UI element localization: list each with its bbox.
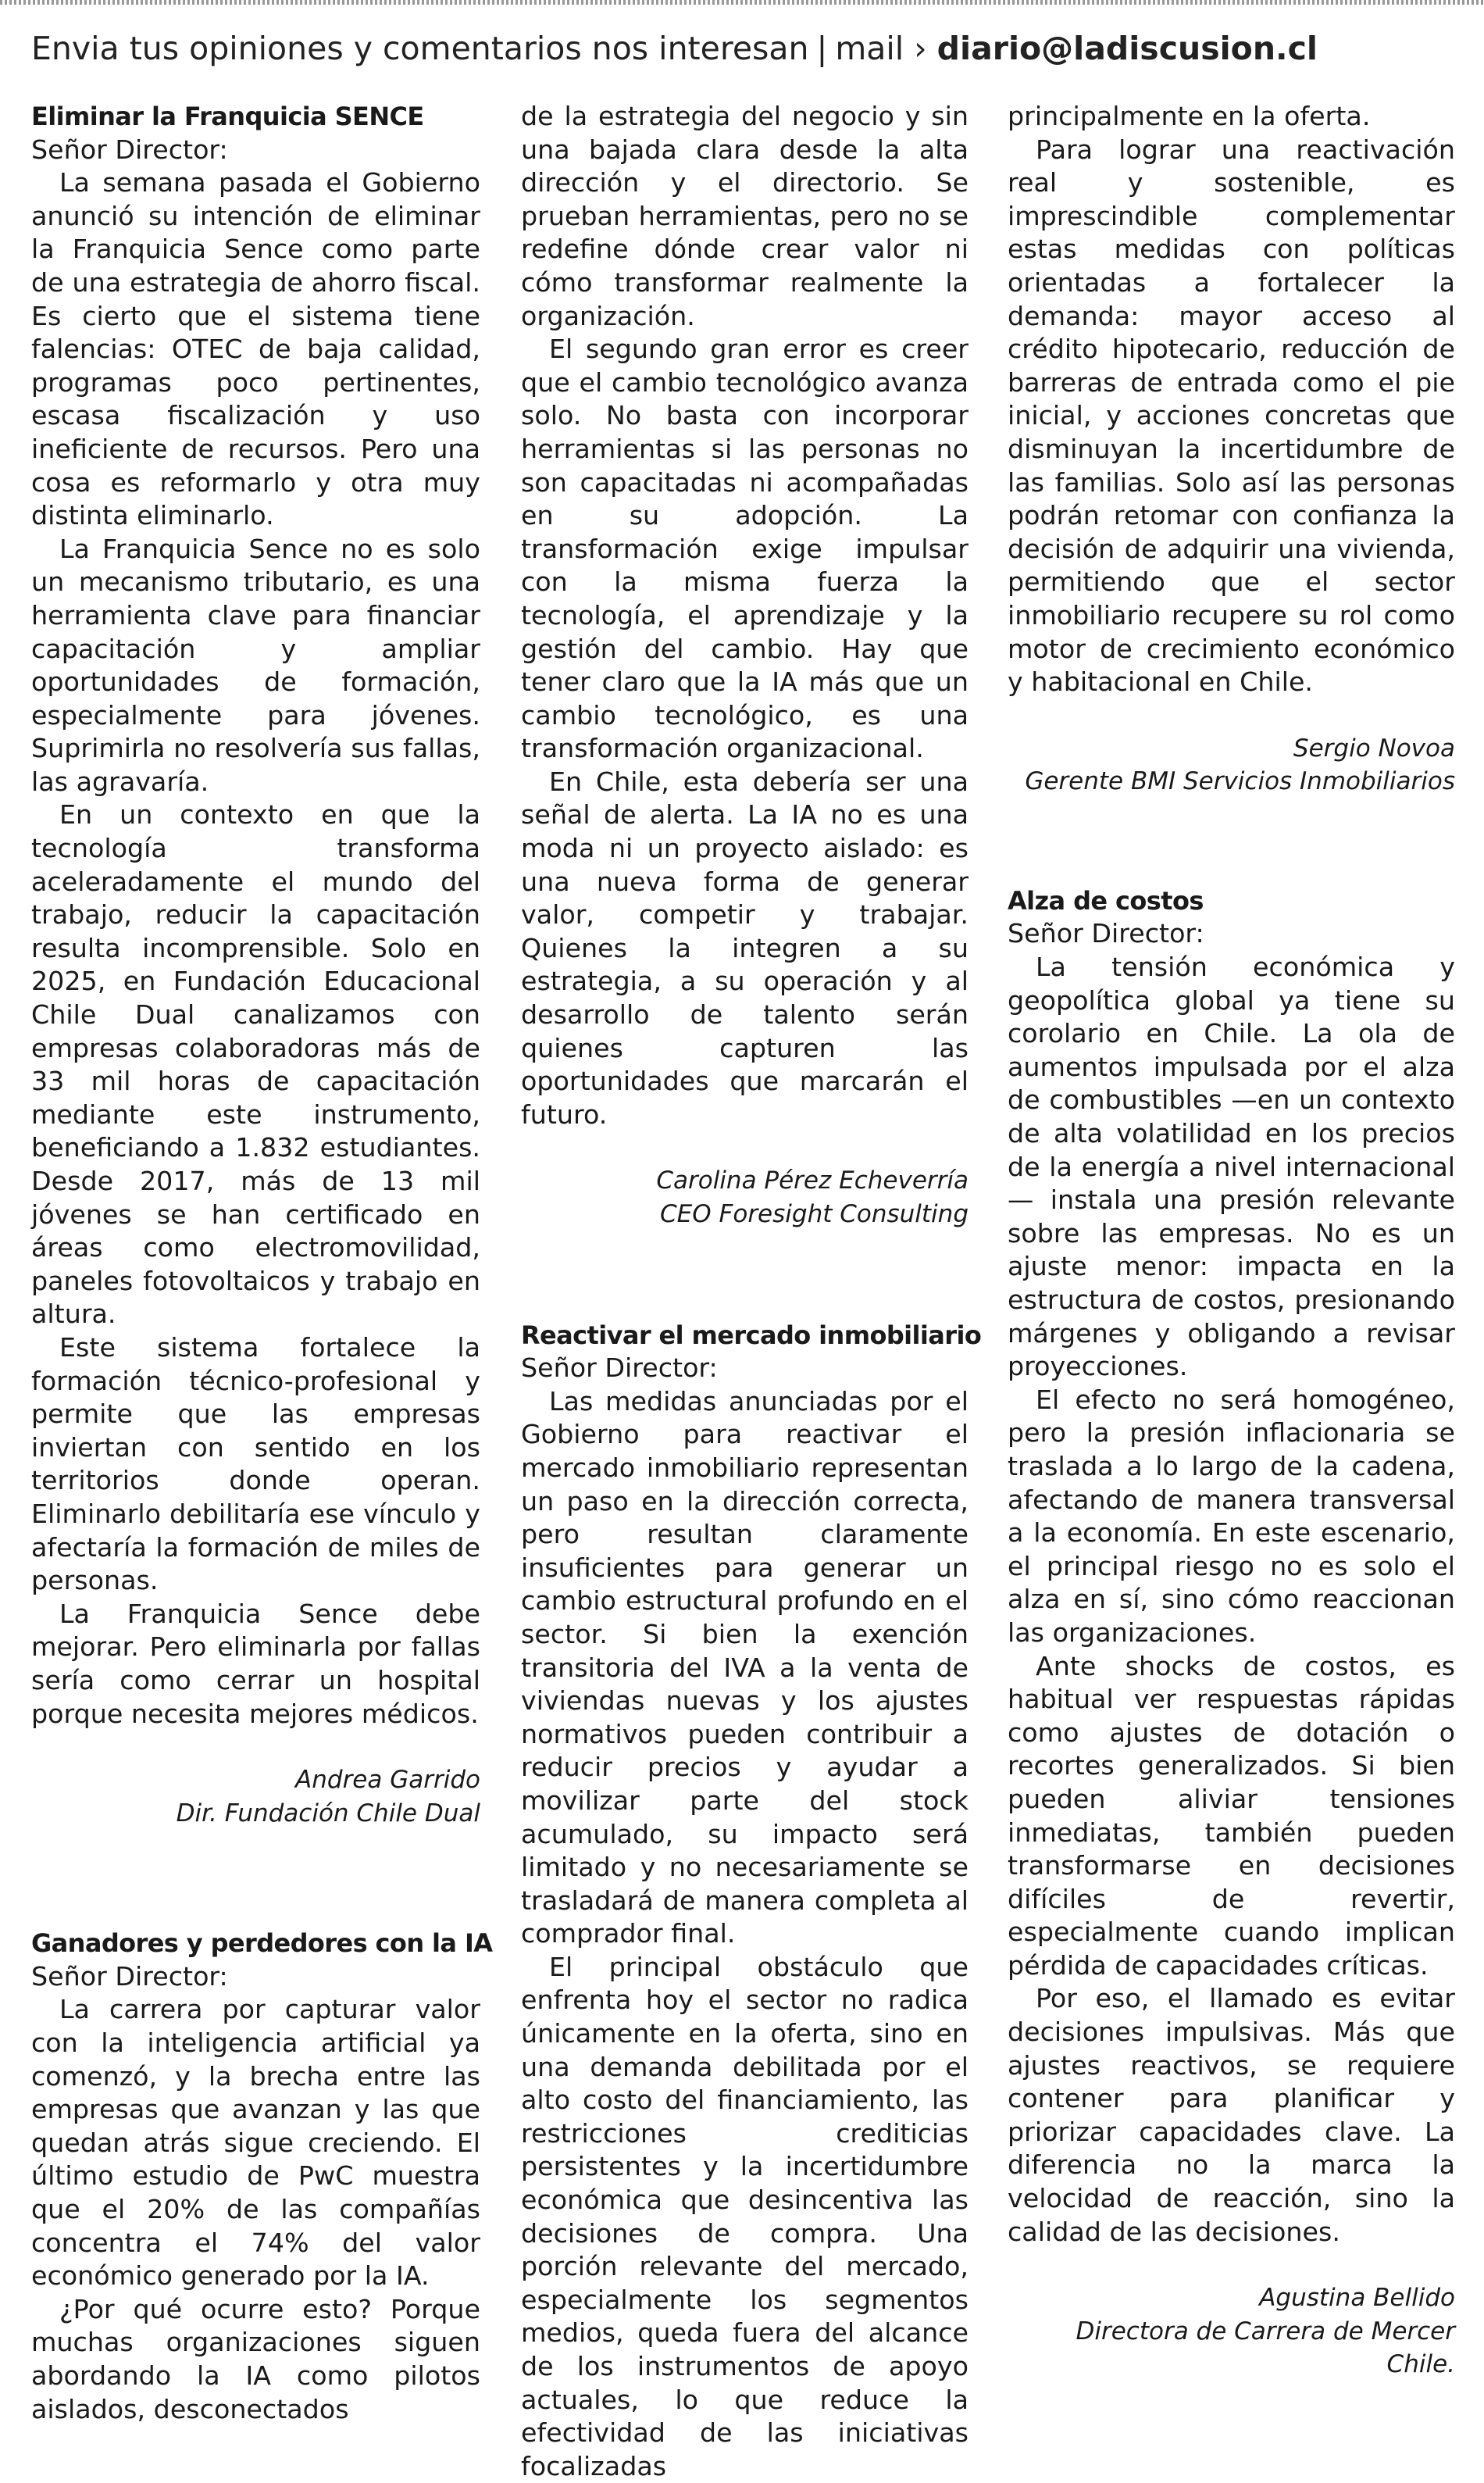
letter-ia <box>31 1927 493 2426</box>
letter-paragraph: La tensión económica y geopolítica global ya tiene su corolario en Chile. La ola de aumentos impulsada por el alza de combustibles —en un contexto de alta volatilidad en los precios de la energía a nivel internacional— instala una presión relevante sobre las empresas. No es un ajuste menor: impacta en la estructura de costos, presionando márgenes y obligando a revisar proyecciones. <box>1008 952 1455 1382</box>
letter-paragraph: La carrera por capturar valor con la inteligencia artificial ya comenzó, y la brecha entre las empresas que avanzan y las que quedan atrás sigue creciendo. El último estudio de PwC muestra que el 20% de las compañías concentra el 74% del valor económico generado por la IA. <box>31 1994 480 2292</box>
letter-paragraph: En Chile, esta debería ser una señal de alerta. La IA no es una moda ni un proyecto aislado: es una nueva forma de generar valor, competir y trabajar. Quienes la integren a su estrategia, a su operación y al desarrollo de talento serán quienes capturen las oportunidades que marcarán el futuro. <box>521 766 969 1130</box>
letter-author-role: Gerente BMI Servicios Inmobiliarios <box>1025 767 1455 796</box>
letter-title: Eliminar la Franquicia SENCE <box>31 102 424 131</box>
letter-signature <box>1008 2281 1455 2381</box>
letter-author: Sergio Novoa <box>1293 734 1455 763</box>
top-rule <box>0 0 1484 5</box>
contact-email-link[interactable]: diario@ladiscusion.cl <box>936 30 1318 67</box>
letter-paragraph: principalmente en la oferta. <box>1008 101 1371 131</box>
letter-salutation: Señor Director: <box>31 1960 228 1992</box>
letter-paragraph: La semana pasada el Gobierno anunció su intención de eliminar la Franquicia Sence como parte de una estrategia de ahorro fiscal. Es cierto que el sistema tiene falencias: OTEC de baja calidad, programas poco pertinentes, escasa fiscalización y uso ineficiente de recursos. Pero una cosa es reformarlo y otra muy distinta eliminarlo. <box>31 167 480 531</box>
letter-author-role: CEO Foresight Consulting <box>660 1200 969 1228</box>
letter-salutation: Señor Director: <box>31 134 228 165</box>
letter-author-role: Directora de Carrera de Mercer Chile. <box>1076 2317 1455 2379</box>
letter-title: Alza de costos <box>1008 885 1204 916</box>
letter-inmobiliario <box>521 1319 982 2483</box>
column-3 <box>1008 100 1455 2381</box>
header-separator: | <box>816 30 828 67</box>
mail-label: mail › <box>835 30 927 67</box>
letter-paragraph: ¿Por qué ocurre esto? Porque muchas organizaciones siguen abordando la IA como pilotos aislados, desconectados <box>31 2293 480 2424</box>
letter-title: Ganadores y perdedores con la IA <box>31 1928 493 1959</box>
letter-author-role: Dir. Fundación Chile Dual <box>176 1799 480 1827</box>
letter-inmobiliario-continued <box>1008 100 1455 798</box>
letter-author: Carolina Pérez Echeverría <box>656 1166 969 1195</box>
feedback-invitation: Envia tus opiniones y comentarios nos interesan <box>31 30 809 67</box>
letter-signature <box>521 1164 969 1231</box>
letter-signature <box>1008 732 1455 798</box>
letter-paragraph: Para lograr una reactivación real y sostenible, es imprescindible complementar estas medidas con políticas orientadas a fortalecer la demanda: mayor acceso al crédito hipotecario, reducción de barreras de entrada como el pie inicial, y acciones concretas que disminuyan la incertidumbre de las familias. Solo así las personas podrán retomar con confianza la decisión de adquirir una vivienda, permitiendo que el sector inmobiliario recupere su rol como motor de crecimiento económico y habitacional en Chile. <box>1008 134 1455 698</box>
letter-paragraph: Ante shocks de costos, es habitual ver respuestas rápidas como ajustes de dotación o recortes generalizados. Si bien pueden aliviar tensiones inmediatas, también pueden transformarse en decisiones difíciles de revertir, especialmente cuando implican pérdida de capacidades críticas. <box>1008 1650 1455 1981</box>
letter-paragraph: de la estrategia del negocio y sin una bajada clara desde la alta dirección y el directorio. Se prueban herramientas, pero no se redefine dónde crear valor ni cómo transformar realmente la organización. <box>521 101 969 331</box>
letter-paragraph: Por eso, el llamado es evitar decisiones impulsivas. Más que ajustes reactivos, se requiere contener para planificar y priorizar capacidades clave. La diferencia no la marca la velocidad de reacción, sino la calidad de las decisiones. <box>1008 1983 1455 2247</box>
letter-paragraph: La Franquicia Sence no es solo un mecanismo tributario, es una herramienta clave para financiar capacitación y ampliar oportunidades de formación, especialmente para jóvenes. Suprimirla no resolvería sus fallas, las agravaría. <box>31 533 480 797</box>
letter-paragraph: El principal obstáculo que enfrenta hoy el sector no radica únicamente en la oferta, sino en una demanda debilitada por el alto costo del financiamiento, las restricciones crediticias persistentes y la incertidumbre económica que desincentiva las decisiones de compra. Una porción relevante del mercado, especialmente los segmentos medios, queda fuera del alcance de los instrumentos de apoyo actuales, lo que reduce la efectividad de las iniciativas focalizadas <box>521 1951 969 2481</box>
column-1 <box>31 100 493 2426</box>
letter-paragraph: Este sistema fortalece la formación técnico-profesional y permite que las empresas inviertan con sentido en los territorios donde operan. Eliminarlo debilitaría ese vínculo y afectaría la formación de miles de personas. <box>31 1331 480 1596</box>
feedback-header <box>31 27 1453 70</box>
column-2 <box>521 100 982 2483</box>
letter-paragraph: En un contexto en que la tecnología transforma aceleradamente el mundo del trabajo, reducir la capacitación resulta incomprensible. Solo en 2025, en Fundación Educacional Chile Dual canalizamos con empresas colaboradoras más de 33 mil horas de capacitación mediante este instrumento, beneficiando a 1.832 estudiantes. Desde 2017, más de 13 mil jóvenes se han certificado en áreas como electromovilidad, paneles fotovoltaicos y trabajo en altura. <box>31 799 480 1330</box>
letter-paragraph: El segundo gran error es creer que el cambio tecnológico avanza solo. No basta con incorporar herramientas si las personas no son capacitadas ni acompañadas en su adopción. La transformación exige impulsar con la misma fuerza la tecnología, el aprendizaje y la gestión del cambio. Hay que tener claro que la IA más que un cambio tecnológico, es una transformación organizacional. <box>521 334 969 764</box>
letter-salutation: Señor Director: <box>1008 918 1204 949</box>
letter-sence <box>31 100 480 1830</box>
letter-paragraph: La Franquicia Sence debe mejorar. Pero eliminarla por fallas sería como cerrar un hospital porque necesita mejores médicos. <box>31 1598 480 1729</box>
letter-title: Reactivar el mercado inmobiliario <box>521 1320 982 1350</box>
letter-paragraph: Las medidas anunciadas por el Gobierno para reactivar el mercado inmobiliario representan un paso en la dirección correcta, pero resultan claramente insuficientes para generar un cambio estructural profundo en el sector. Si bien la exención transitoria del IVA a la venta de viviendas nuevas y los ajustes normativos pueden contribuir a reducir precios y ayudar a movilizar parte del stock acumulado, su impacto será limitado y no necesariamente se trasladará de manera completa al comprador final. <box>521 1385 969 1949</box>
letter-ia-continued <box>521 100 969 1231</box>
letter-author: Agustina Bellido <box>1259 2284 1455 2313</box>
letter-signature <box>31 1763 480 1830</box>
letter-salutation: Señor Director: <box>521 1352 718 1384</box>
letter-author: Andrea Garrido <box>295 1766 480 1795</box>
letter-alza-costos <box>1008 884 1455 2381</box>
letter-paragraph: El efecto no será homogéneo, pero la presión inflacionaria se traslada a lo largo de la cadena, afectando de manera transversal a la economía. En este escenario, el principal riesgo no es solo el alza en sí, sino cómo reaccionan las organizaciones. <box>1008 1384 1455 1648</box>
